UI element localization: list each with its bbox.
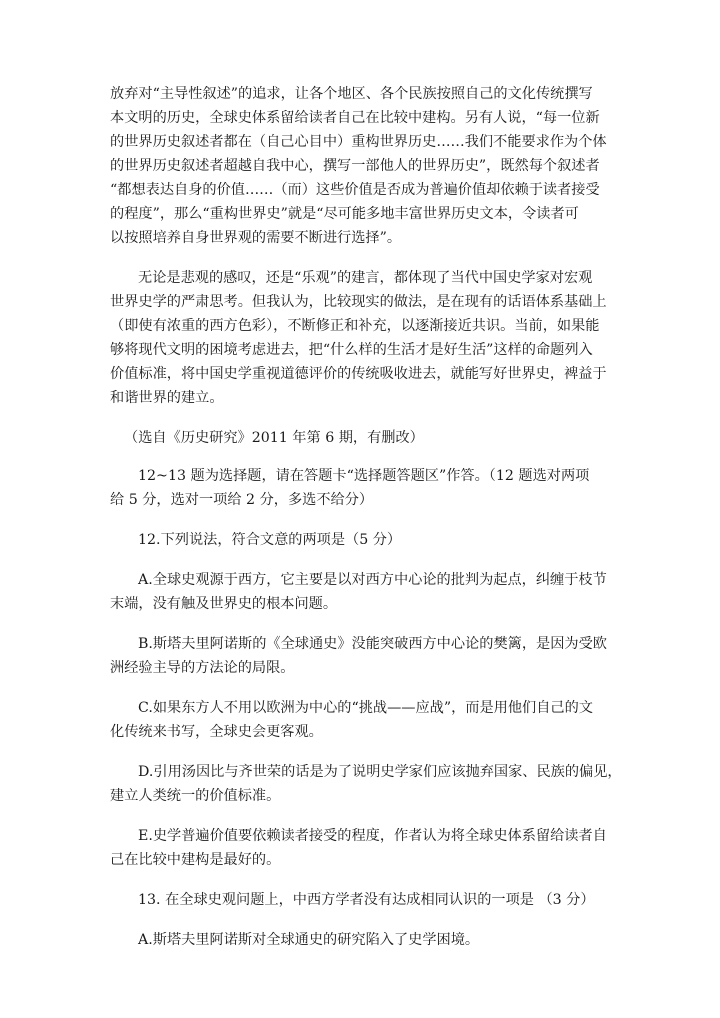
- text-line: A.斯塔夫里阿诺斯对全球通史的研究陷入了史学困境。: [138, 932, 480, 948]
- question-13-stem: 13. 在全球史观问题上，中西方学者没有达成相同认识的一项是 （3 分）: [138, 892, 595, 908]
- question-12-stem: 12.下列说法，符合文意的两项是（5 分）: [138, 532, 402, 548]
- text-line: 的程度”，那么“重构世界史”就是“尽可能多地丰富世界历史文本，令读者可: [110, 206, 579, 222]
- question-13-option-a: [110, 928, 616, 952]
- passage-paragraph-1: [110, 82, 616, 250]
- text-line: 的世界历史叙述者超越自我中心，撰写一部他人的世界历史”，既然每个叙述者: [110, 158, 600, 174]
- question-12-option-d: [110, 760, 622, 808]
- text-line: 建立人类统一的价值标准。: [110, 788, 281, 804]
- text-line: 世界史学的严肃思考。但我认为，比较现实的做法，是在现有的话语体系基础上: [110, 294, 607, 310]
- text-line: 洲经验主导的方法论的局限。: [110, 660, 295, 676]
- text-line: 以按照培养自身世界观的需要不断进行选择”。: [110, 230, 402, 246]
- text-line: 的世界历史叙述者都在（自己心目中）重构世界历史……我们不能要求作为个体: [110, 134, 607, 150]
- text-line: （即使有浓重的西方色彩），不断修正和补充，以逐渐接近共识。当前，如果能: [110, 318, 600, 334]
- question-instructions: [110, 464, 616, 512]
- text-line: 和谐世界的建立。: [110, 390, 224, 406]
- text-line: 化传统来书写，全球史会更客观。: [110, 724, 323, 740]
- text-line: 够将现代文明的困境考虑进去，把“什么样的生活才是好生活”这样的命题列入: [110, 342, 593, 358]
- text-line: A.全球史观源于西方，它主要是以对西方中心论的批判为起点，纠缠于枝节: [138, 572, 607, 588]
- text-line: C.如果东方人不用以欧洲为中心的“挑战——应战”，而是用他们自己的文: [138, 700, 593, 716]
- text-line: 给 5 分，选对一项给 2 分，多选不给分）: [110, 492, 374, 508]
- text-line: E.史学普遍价值要依赖读者接受的程度，作者认为将全球史体系留给读者自: [138, 828, 607, 844]
- source-citation: （选自《历史研究》2011 年第 6 期，有删改）: [124, 430, 424, 446]
- text-line: 本文明的历史，全球史体系留给读者自己在比较中建构。另有人说，“每一位新: [110, 110, 600, 126]
- question-12-option-b: [110, 632, 616, 680]
- text-line: 无论是悲观的感叹，还是“乐观”的建言，都体现了当代中国史学家对宏观: [138, 270, 593, 286]
- text-line: B.斯塔夫里阿诺斯的《全球通史》没能突破西方中心论的樊篱，是因为受欧: [138, 636, 607, 652]
- text-line: D.引用汤因比与齐世荣的话是为了说明史学家们应该抛弃国家、民族的偏见，: [138, 764, 622, 780]
- question-12-option-e: [110, 824, 616, 872]
- text-line: 放弃对“主导性叙述”的追求，让各个地区、各个民族按照自己的文化传统撰写: [110, 86, 593, 102]
- text-line: 己在比较中建构是最好的。: [110, 852, 281, 868]
- text-line: 末端，没有触及世界史的根本问题。: [110, 596, 338, 612]
- text-line: 价值标准，将中国史学重视道德评价的传统吸收进去，就能写好世界史，裨益于: [110, 366, 607, 382]
- passage-paragraph-2: [110, 266, 616, 410]
- question-12-option-c: [110, 696, 616, 744]
- document-page: [110, 82, 622, 968]
- question-12-option-a: [110, 568, 616, 616]
- text-line: 12~13 题为选择题，请在答题卡“选择题答题区”作答。（12 题选对两项: [138, 468, 590, 484]
- text-line: “都想表达自身的价值……（而）这些价值是否成为普遍价值却依赖于读者接受: [110, 182, 600, 198]
